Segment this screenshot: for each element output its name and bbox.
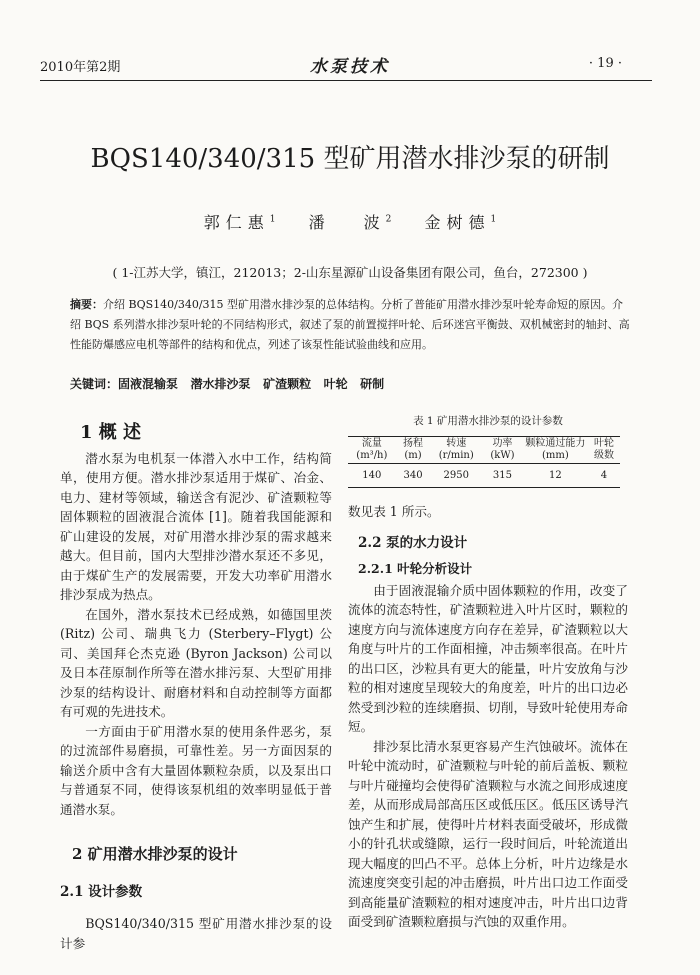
author-list [0,210,700,233]
section-1-para-1: 潜水泵为电机泵一体潜入水中工作，结构简单，使用方便。潜水排沙泵适用于煤矿、冶金、电力、建材等领域，输送含有泥沙、矿渣颗粒等固体颗粒的固液混合流体 [1]。随着我国能源和矿山建设的发展，对矿用潜水排沙泵的需求越来越大。但目前，国内大型排沙潜水泵还不多见，由于煤矿生产的发展需要，开发大功率矿用潜水排沙泵成为热点。 [60,450,332,602]
table-cell: 340 [403,469,423,481]
author-2: 潘 波 [308,213,386,232]
table-cell: 4 [600,469,608,481]
section-1-title: 1 概 述 [80,422,142,443]
table-1 [348,436,620,489]
abstract-text: 介绍 BQS140/340/315 型矿用潜水排沙泵的总体结构。分析了普能矿用潜水排沙泵叶轮寿命短的原因。介绍 BQS 系列潜水排沙泵叶轮的不同结构形式，叙述了泵的前置搅拌叶轮、后环迷宫平衡鼓、双机械密封的轴封、高性能防爆感应电机等部件的结构和优点，列述了该泵性能试验曲线和应用。 [70,298,630,351]
header-rule [40,80,652,81]
section-2-2-1-para-1: 由于固液混输介质中固体颗粒的作用，改变了流体的流态特性，矿渣颗粒进入叶片区时，颗粒的速度方向与流体速度方向存在差异，矿渣颗粒以大角度与叶片的工作面相撞，冲击频率很高。在叶片的出口区，沙粒具有更大的能量，叶片安放角与沙粒的相对速度呈现较大的角度差，叶片的出口边必然受到沙粒的连续磨损、切削，导致叶轮使用寿命短。 [348,582,628,734]
section-2-2-1-para-2: 排沙泵比清水泵更容易产生汽蚀破坏。流体在叶轮中流动时，矿渣颗粒与叶轮的前后盖板、颗粒与叶片碰撞均会使得矿渣颗粒与水流之间形成速度差，从而形成局部高压区或低压区。低压区诱导汽蚀产生和扩展，使得叶片材料表面受破坏，形成微小的针孔状或缝隙，运行一段时间后，叶轮流道出现大幅度的凹凸不平。总体上分析，叶片边缘是水流速度突变引起的冲击磨损，叶片出口边工作面受到高能量矿渣颗粒的相对速度冲击，叶片出口边背面受到矿渣颗粒磨损与汽蚀的双重作用。 [348,738,628,929]
author-1: 郭仁惠 [203,213,270,232]
author-1-affil: 1 [269,214,276,225]
table-header-cell: 功率 (kW) [482,436,523,463]
table-1-caption: 表 1 矿用潜水排沙泵的设计参数 [413,415,563,427]
header-journal: 水泵技术 [310,57,390,77]
table-header-cell: 转速 (r/min) [430,436,482,463]
section-2-2-1-title: 2.2.1 叶轮分析设计 [358,561,473,576]
section-2-title: 2 矿用潜水排沙泵的设计 [72,845,238,863]
table-header-cell: 叶轮 级数 [588,436,620,463]
section-2-1-para: BQS140/340/315 型矿用潜水排沙泵的设计参 [60,916,332,951]
author-3: 金树德 [424,213,491,232]
table-reference-text: 数见表 1 所示。 [348,504,440,519]
section-2-1-title: 2.1 设计参数 [60,883,143,900]
abstract [70,295,630,355]
header-page-number: · 19 · [588,56,622,71]
section-1-para-3: 一方面由于矿用潜水泵的使用条件恶劣，泵的过流部件易磨损，可靠性差。另一方面因泵的输送介质中含有大量固体颗粒杂质，以及泵出口与普通泵不同，使得该泵机组的效率明显低于普通潜水泵。 [60,723,332,817]
table-cell: 2950 [443,469,469,481]
author-2-affil: 2 [385,214,392,225]
section-1-para-2: 在国外，潜水泵技术已经成熟，如德国里茨(Ritz) 公司、瑞典飞力 (Sterbery–Flygt) 公司、美国拜仑杰克逊 (Byron Jackson) 公司以及日本荏原制作所等在潜水排污泵、大型矿用排沙泵的结构设计、耐磨材料和自动控制等方面都有可观的先进技术。 [60,606,332,719]
left-column [60,423,332,953]
table-header-cell: 颗粒通过能力 (mm) [523,436,588,463]
table-header-cell: 扬程 (m) [396,436,431,463]
paper-title: BQS140/340/315 型矿用潜水排沙泵的研制 [90,144,610,174]
keywords-text: 固液混输泵 潜水排沙泵 矿渣颗粒 叶轮 研制 [118,377,385,391]
table-row [348,463,620,488]
keywords [70,375,630,392]
author-3-affil: 1 [490,214,497,225]
header-issue: 2010年第2期 [40,60,121,75]
keywords-label: 关键词： [70,377,119,391]
section-2-2-title: 2.2 泵的水力设计 [358,534,468,551]
table-header-cell: 流量 (m³/h) [348,436,396,463]
right-column [348,412,628,932]
abstract-label: 摘要： [70,298,103,311]
affiliation: ( 1-江苏大学，镇江，212013；2-山东星源矿山设备集团有限公司，鱼台，272300 ) [112,265,588,280]
table-cell: 12 [549,469,562,481]
table-cell: 140 [362,469,382,481]
table-cell: 315 [492,469,512,481]
